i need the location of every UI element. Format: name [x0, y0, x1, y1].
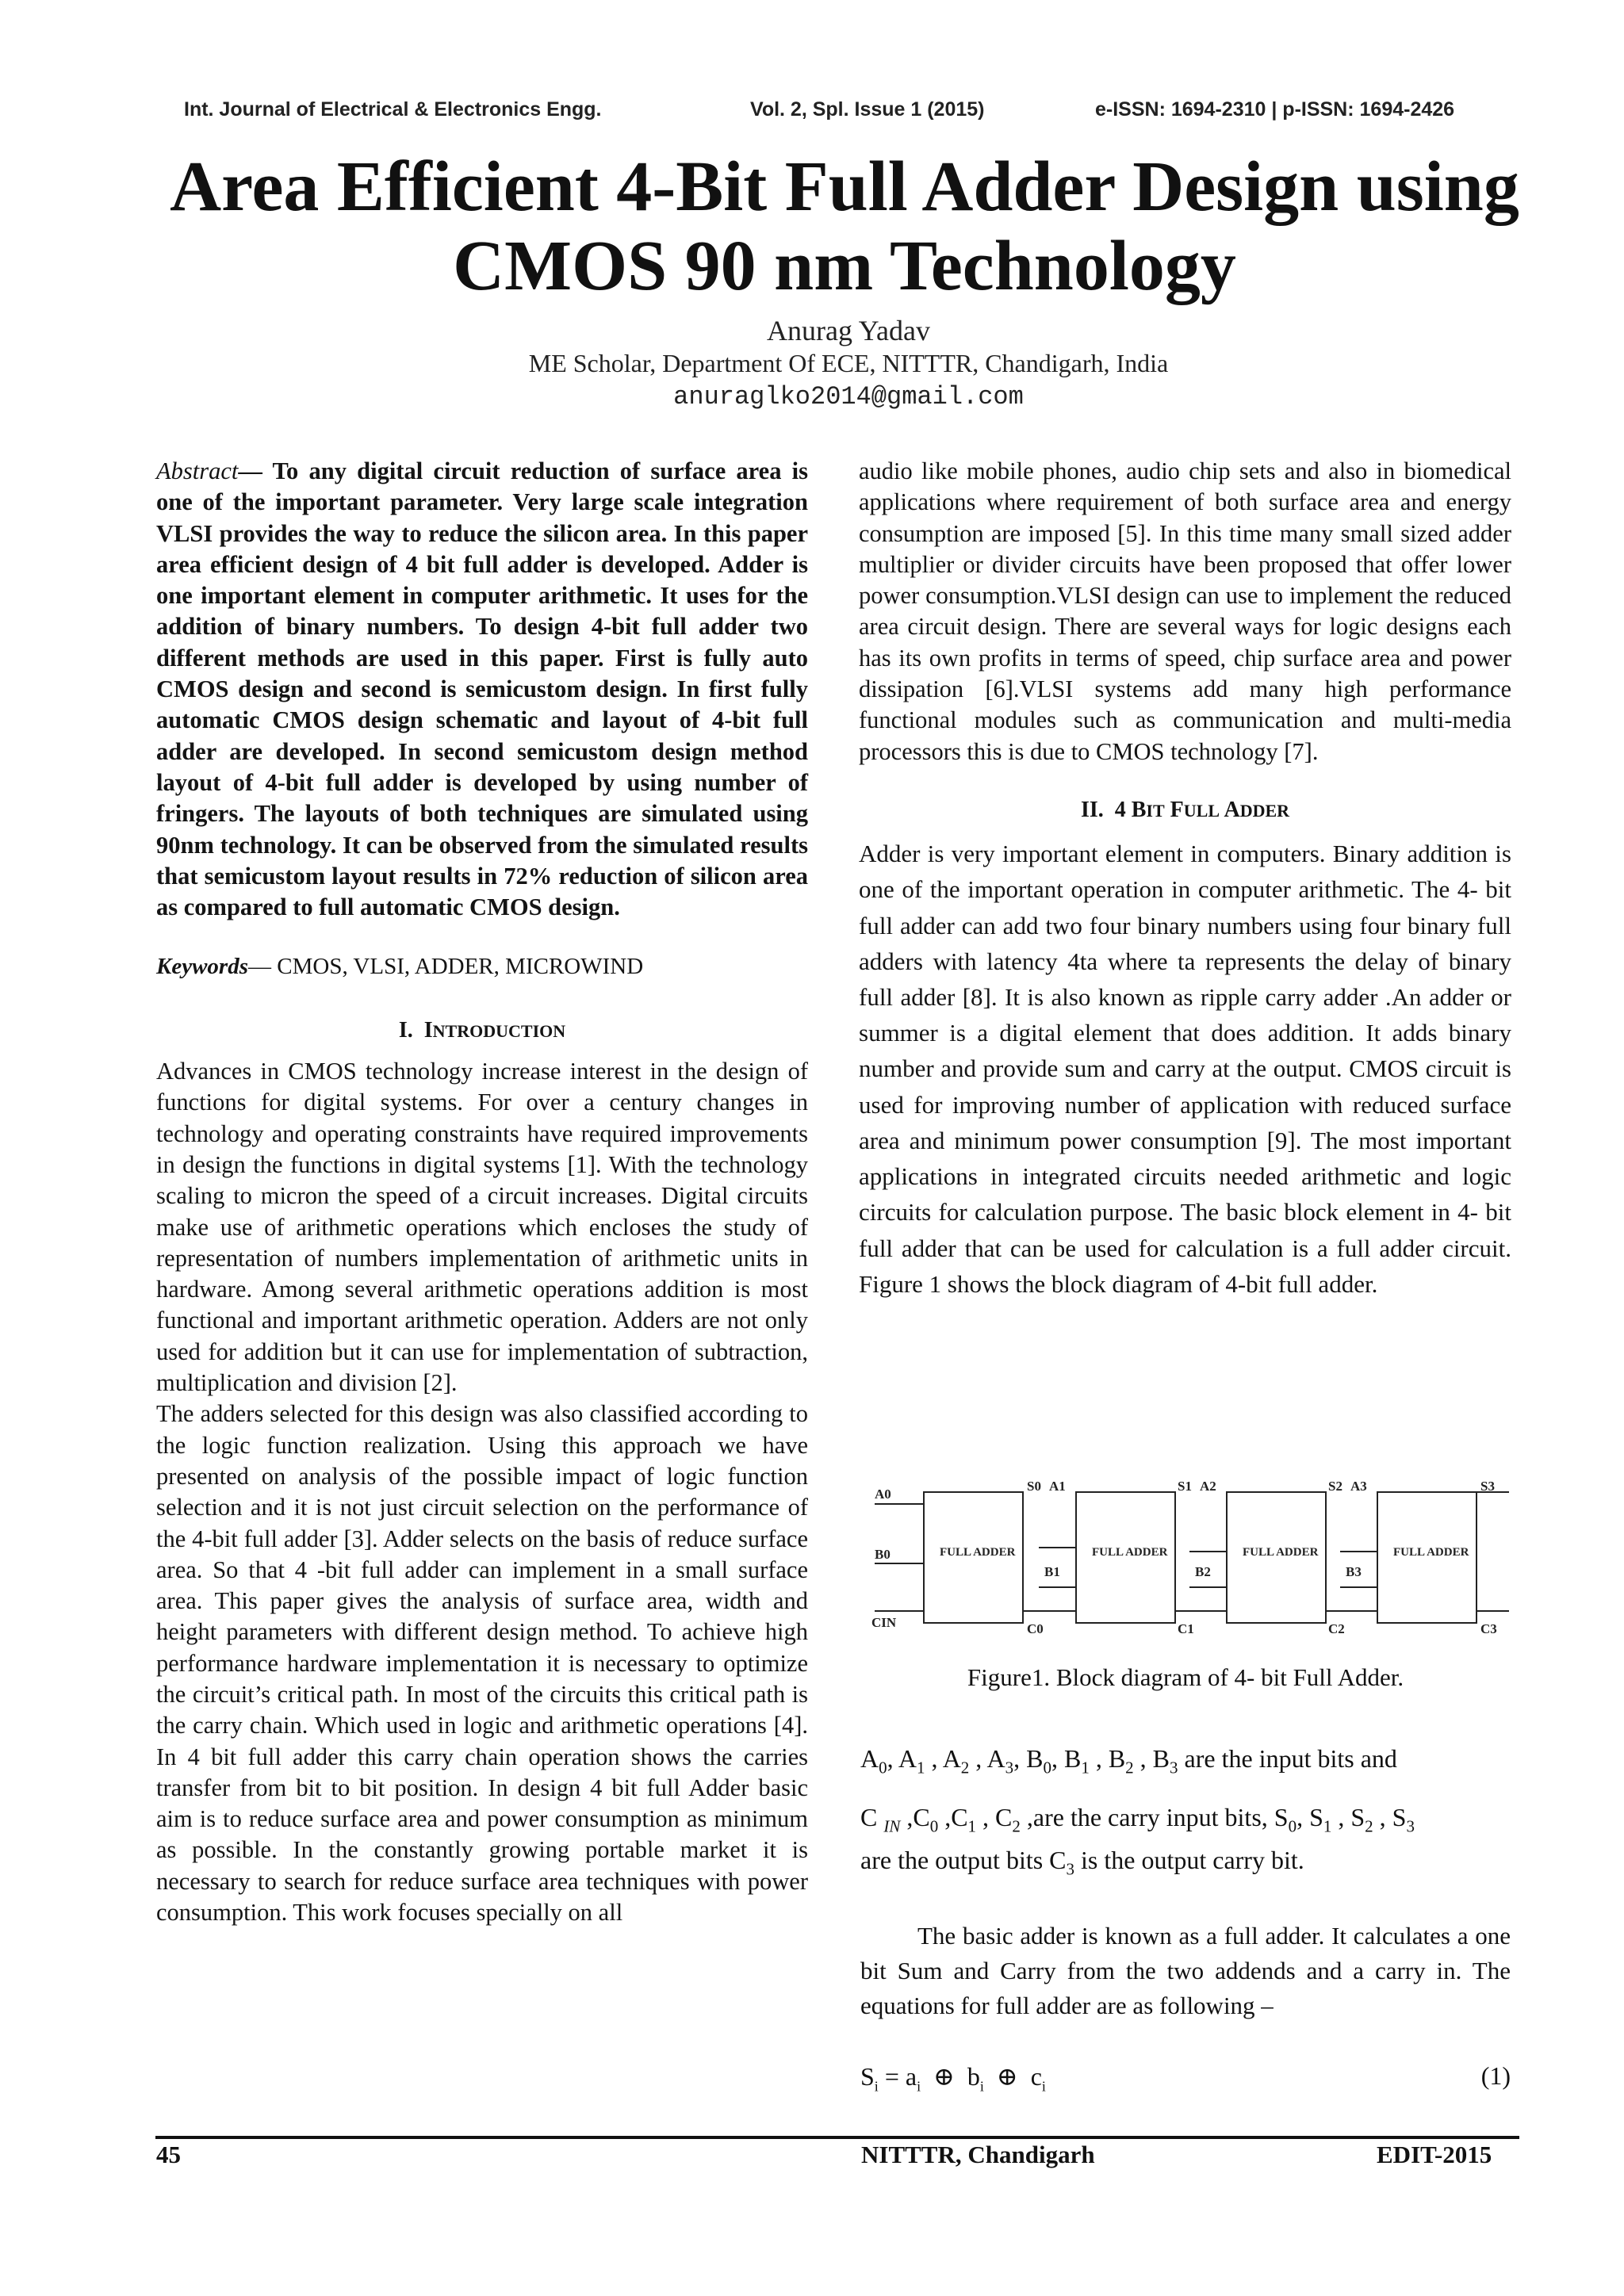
section-1-title-rest: NTRODUCTION — [432, 1020, 566, 1041]
journal-name: Int. Journal of Electrical & Electronics Engg. — [184, 98, 602, 121]
intro-paragraph-2: The adders selected for this design was also classified according to the logic function realization. Using this approach we have presented on analysis of the possible impact of logic function selection and it is not just circuit selection on the performance of the 4-bit full adder [3]. Adder selects on the basis of reduce surface area. So that 4 -bit full adder can implement in a small surface area. This paper gives the analysis of surface area, width and height parameters with different design method. To achieve high performance hardware implementation it is necessary to optimize the circuit’s critical path. In most of the circuits this critical path is the carry chain. Which used in logic and arithmetic operations [4]. In 4 bit full adder this carry chain operation shows the carries transfer from bit to bit position. In design 4 bit full Adder basic aim is to reduce surface area and power consumption as minimum as possible. In the constantly growing portable market it is necessary to search for reduce surface area techniques with power consumption. This work focuses specially on all — [156, 1400, 808, 1927]
author-affiliation: ME Scholar, Department Of ECE, NITTTR, Chandigarh, India — [528, 349, 1169, 377]
equation-number: (1) — [1480, 2061, 1511, 2090]
title-line-2: CMOS 90 nm Technology — [453, 227, 1236, 305]
label-c0: C0 — [1027, 1621, 1044, 1636]
block-label-1: FULL ADDER — [1092, 1546, 1168, 1559]
keywords-dash: — — [248, 954, 271, 980]
section-2-paragraph: Adder is very important element in computers. Binary addition is one of the important operation in computer arithmetic. The 4- bit full adder can add two four binary numbers using four binary full adders with latency 4ta where ta represents the delay of binary full adder [8]. It is also known as ripple carry adder .An adder or summer is a digital element that does addition. It adds binary number and provide sum and carry at the output. CMOS circuit is used for improving number of application with reduced surface area and minimum power consumption [9]. The most important applications in integrated circuits needed arithmetic and logic circuits for calculation purpose. The basic block element in 4- bit full adder that can be used for calculation is a full adder circuit. Figure 1 shows the block diagram of 4-bit full adder. — [859, 840, 1511, 1298]
label-a3: A3 — [1350, 1479, 1367, 1494]
issn-info: e-ISSN: 1694-2310 | p-ISSN: 1694-2426 — [1095, 98, 1455, 121]
keywords — [156, 951, 808, 982]
full-adder-block-diagram — [860, 1476, 1511, 1643]
section-2-number: II. — [1080, 797, 1104, 822]
figure-1 — [860, 1476, 1511, 1643]
abstract — [156, 456, 808, 923]
label-s1: S1 — [1178, 1479, 1192, 1494]
abstract-label: Abstract — [156, 457, 239, 484]
label-b1: B1 — [1044, 1564, 1060, 1579]
label-s3: S3 — [1480, 1479, 1495, 1494]
section-2-title-f: DDER — [1239, 800, 1290, 821]
page-number: 45 — [156, 2141, 181, 2168]
symbol-line-1: $A_0$, $A_1$ , $A_2$ , $A_3$, $B_0$, $B_1$ , $B_2$ , $B_3$ are the input bits and — [860, 1744, 1397, 1777]
section-2-title-a: 4 B — [1114, 797, 1147, 822]
block-label-2: FULL ADDER — [1243, 1546, 1319, 1559]
section-2-title-b: IT — [1146, 800, 1165, 821]
intro-continuation: audio like mobile phones, audio chip sets and also in biomedical applications where requirement of both surface area and energy consumption are imposed [5]. In this time many small sized adder multiplier or divider circuits have been proposed that offer lower power consumption.VLSI design can use to implement the reduced area circuit design. There are several ways for logic designs each has its own profits in terms of speed, chip surface area and power dissipation [6].VLSI systems add many high performance functional modules such as communication and multi-media processors this is due to CMOS technology [7]. — [859, 457, 1511, 765]
section-1-number: I. — [398, 1017, 413, 1043]
symbol-line-1-end: are the input bits and — [1184, 1744, 1397, 1773]
section-2-title-c: F — [1164, 797, 1184, 822]
block-label-0: FULL ADDER — [940, 1546, 1016, 1559]
label-a1: A1 — [1049, 1479, 1066, 1494]
label-b2: B2 — [1195, 1564, 1211, 1579]
label-b3: B3 — [1346, 1564, 1362, 1579]
keywords-text: CMOS, VLSI, ADDER, MICROWIND — [271, 954, 644, 980]
label-s2: S2 — [1328, 1479, 1342, 1494]
author-email[interactable]: anuraglko2014@gmail.com — [673, 382, 1024, 411]
abstract-text: To any digital circuit reduction of surface area is one of the important parameter. Very large scale integration VLSI provides the way to reduce the silicon area. In this paper area efficient design of 4 bit full adder is developed. Adder is one important element in computer arithmetic. It uses for the addition of binary numbers. To design 4-bit full adder two different methods are used in this paper. First is fully auto CMOS design and second is semicustom design. In first fully automatic CMOS design schematic and layout of 4-bit full adder are developed. In second semicustom design method layout of 4-bit full adder is developed by using number of fringers. The layouts of both techniques are simulated using 90nm technology. It can be observed from the simulated results that semicustom layout results in 72% reduction of silicon area as compared to full automatic CMOS design. — [156, 457, 808, 921]
symbol-line-3-a: are the output bits — [860, 1846, 1050, 1874]
figure-1-caption: Figure1. Block diagram of 4- bit Full Adder. — [967, 1663, 1404, 1691]
symbol-line-3: are the output bits $C_3$ is the output carry bit. — [860, 1846, 1304, 1879]
footer-rule — [155, 2136, 1519, 2139]
symbol-line-3-b: is the output carry bit. — [1081, 1846, 1304, 1874]
section-2-heading — [859, 794, 1511, 826]
right-column — [859, 456, 1511, 1302]
section-2-title-d: ULL — [1183, 800, 1220, 821]
abstract-dash: — — [238, 457, 262, 484]
label-a2: A2 — [1200, 1479, 1216, 1494]
equation-body: $S_i = a_i$ ⊕ $b_i$ ⊕ $c_i$ — [860, 2062, 1046, 2095]
intro-paragraph-1: Advances in CMOS technology increase interest in the design of functions for digital systems. For over a century changes in technology and operating constraints have required improvements in design the functions in digital systems [1]. With the technology scaling to micron the speed of a circuit increases. Digital circuits make use of arithmetic operations which encloses the study of representation of numbers implementation of arithmetic units in hardware. Among several arithmetic operations addition is most functional and important arithmetic operation. Adders are not only used for addition but it can use for implementation of subtraction, multiplication and division [2]. — [156, 1058, 808, 1397]
label-c1: C1 — [1178, 1621, 1194, 1636]
left-column — [156, 456, 808, 1928]
paper-title — [127, 147, 1562, 306]
symbol-line-2: C $_{IN}$ $,C_0$ $,C_1$ , $C_2$ ,are the carry input bits, $S_0$, $S_1$ , $S_2$ , $S_3$ — [860, 1803, 1415, 1836]
label-c2: C2 — [1328, 1621, 1345, 1636]
symbol-line-2-mid: ,are the carry input bits, — [1026, 1803, 1274, 1831]
section-1-heading — [156, 1015, 808, 1047]
title-line-1: Area Efficient 4-Bit Full Adder Design using — [170, 147, 1519, 226]
equation-1 — [860, 2061, 1511, 2095]
keywords-label: Keywords — [156, 954, 248, 980]
volume-info: Vol. 2, Spl. Issue 1 (2015) — [750, 98, 985, 121]
footer-center: NITTTR, Chandigarh — [861, 2141, 1095, 2168]
section-1-title-initial: I — [423, 1017, 433, 1043]
label-a0: A0 — [875, 1487, 891, 1502]
label-cin: CIN — [871, 1615, 897, 1630]
basic-adder-paragraph: The basic adder is known as a full adder. It calculates a one bit Sum and Carry from the two addends and a carry in. The equations for full adder are as following – — [860, 1922, 1511, 2019]
label-c3: C3 — [1480, 1621, 1497, 1636]
label-s0: S0 — [1027, 1479, 1041, 1494]
label-b0: B0 — [875, 1547, 891, 1562]
footer-right: EDIT-2015 — [1377, 2141, 1492, 2168]
section-2-title-e: A — [1220, 797, 1240, 822]
block-label-3: FULL ADDER — [1393, 1546, 1469, 1559]
author-name: Anurag Yadav — [767, 315, 930, 346]
